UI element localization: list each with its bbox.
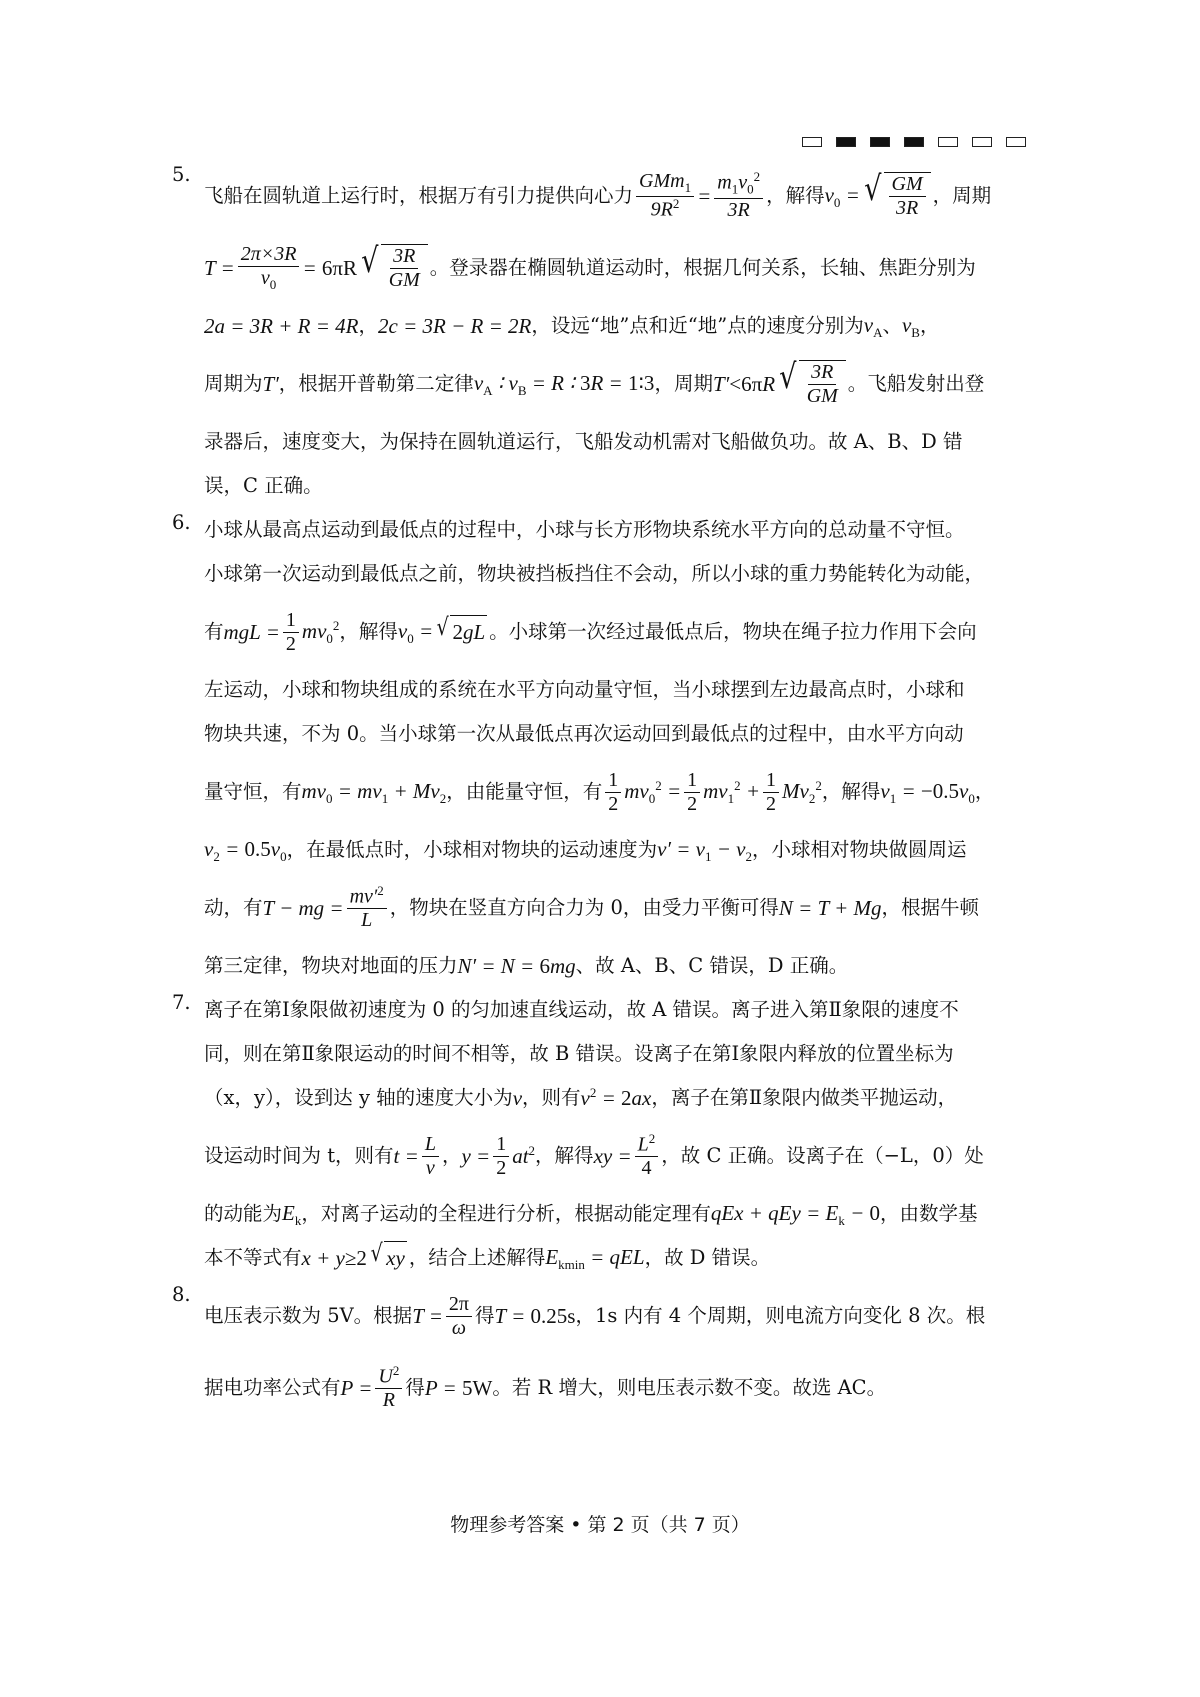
answer-content [172, 160, 1032, 1424]
q6-line-8: 动，有 T − mg = $\frac{mv'^2}{L}$ ，物块在竖直方向合力为 0，由受力平衡可得 N = T + Mg ，根据牛顿 [204, 882, 980, 932]
q7-line-4: 设运动时间为 t，则有 t = $\frac{L}{v}$ ， y = $\frac{1}{2}$ $at^2$ ，解得 xy = $\frac{L^2}{4}$ ，故 C 正确。设离子在（−L，0）处 [204, 1130, 984, 1180]
q6-line-5: 物块共速，不为 0。当小球第一次从最低点再次运动回到最低点的过程中，由水平方向动 [204, 721, 964, 745]
q5-line-1: 飞船在圆轨道上运行时，根据万有引力提供向心力 $\frac{GMm_1}{9R^2}$ = $\frac{m_1v_0^2}{3R}$ ，解得 $v_0$ = √ $\frac{GM}{3R}$ ，周期 [204, 169, 992, 221]
q5-line-5: 录器后，速度变大，为保持在圆轨道运行，飞船发动机需对飞船做负功。故 A、B、D 错 [204, 429, 963, 453]
page-footer: 物理参考答案 • 第 2 页（共 7 页） [450, 1514, 750, 1536]
header-mark-filled [836, 137, 856, 147]
q5-line-2: T = $\frac{2\pi\times 3R}{v_0}$ = 6πR √ $\frac{3R}{GM}$ 。登录器在椭圆轨道运动时，根据几何关系，长轴、焦距分别为 [204, 241, 976, 293]
question-6 [172, 508, 1032, 988]
q7-line-5: 的动能为 $E_k$ ，对离子运动的全程进行分析，根据动能定理有 qEx + qEy = $E_k - 0$ ，由数学基 [204, 1200, 978, 1229]
q7-line-1: 离子在第Ⅰ象限做初速度为 0 的匀加速直线运动，故 A 错误。离子进入第Ⅱ象限的速度不 [204, 997, 959, 1021]
q5-line-4: 周期为 T′ ，根据开普勒第二定律 $v_A$ ∶ $v_B = R$ ∶ 3R = 1∶3 ，周期 T′<6πR √ $\frac{3R}{GM}$ 。飞船发射出登 [204, 357, 985, 407]
question-number: 8. [172, 1283, 191, 1306]
question-5 [172, 160, 1032, 508]
question-number: 5. [172, 163, 191, 186]
formula-v0: √ $\frac{GM}{3R}$ [862, 172, 931, 220]
q8-line-2: 据电功率公式有 P = $\frac{U^2}{R}$ 得 P = 5W 。若 R 增大，则电压表示数不变。故选 AC。 [204, 1362, 887, 1412]
q6-line-4: 左运动，小球和物块组成的系统在水平方向动量守恒，当小球摆到左边最高点时，小球和 [204, 677, 965, 701]
header-marks [802, 137, 1026, 147]
question-8 [172, 1280, 1032, 1424]
q5-line-3: 2a = 3R + R = 4R ， 2c = 3R − R = 2R ，设远“地”点和近“地”点的速度分别为 $v_A$ 、 $v_B$ ， [204, 312, 940, 341]
q6-line-1: 小球从最高点运动到最低点的过程中，小球与长方形物块系统水平方向的总动量不守恒。 [204, 517, 965, 541]
q5-line-6: 误，C 正确。 [204, 473, 323, 497]
header-mark-filled [904, 137, 924, 147]
formula-gravity: $\frac{GMm_1}{9R^2}$ [636, 170, 694, 222]
q6-line-2: 小球第一次运动到最低点之前，物块被挡板挡住不会动，所以小球的重力势能转化为动能， [204, 561, 985, 585]
q7-line-3: （x，y），设到达 y 轴的速度大小为 v ，则有 $v^2 = 2ax$ ，离子在第Ⅱ象限内做类平抛运动， [204, 1084, 958, 1110]
header-mark-empty [802, 137, 822, 147]
question-number: 7. [172, 991, 191, 1014]
q8-line-1: 电压表示数为 5V。根据 T = $\frac{2\pi}{\omega}$ 得 T = 0.25s ，1s 内有 4 个周期，则电流方向变化 8 次。根 [204, 1292, 986, 1339]
question-number: 6. [172, 511, 191, 534]
q7-line-2: 同，则在第Ⅱ象限运动的时间不相等，故 B 错误。设离子在第Ⅰ象限内释放的位置坐标为 [204, 1041, 954, 1065]
question-7 [172, 988, 1032, 1280]
q6-line-6: 量守恒，有 $mv_0 = mv_1 + Mv_2$ ，由能量守恒，有 $\frac{1}{2}$ $mv_0^2$ = $\frac{1}{2}$ $mv_1^2$ + $\frac{1}{2}$ $Mv_2^2$ ，解得 $v_1 = -0.5v_0$ ， [204, 768, 995, 815]
header-mark-empty [938, 137, 958, 147]
q6-line-3: 有 mgL = $\frac{1}{2}$ $mv_0^2$ ，解得 $v_0$ = √ 2gL 。小球第一次经过最低点后，物块在绳子拉力作用下会向 [204, 608, 977, 655]
header-mark-empty [972, 137, 992, 147]
header-mark-empty [1006, 137, 1026, 147]
q7-line-6: 本不等式有 x + y≥2 √ xy ，结合上述解得 $E_{kmin}$ = qEL ，故 D 错误。 [204, 1236, 1032, 1280]
header-mark-filled [870, 137, 890, 147]
q6-line-7: $v_2 = 0.5v_0$ ，在最低点时，小球相对物块的运动速度为 $v' = v_1 - v_2$ ，小球相对物块做圆周运 [204, 836, 967, 865]
q6-line-9: 第三定律，物块对地面的压力 N′ = N = 6mg 、故 A、B、C 错误，D 正确。 [204, 953, 849, 978]
